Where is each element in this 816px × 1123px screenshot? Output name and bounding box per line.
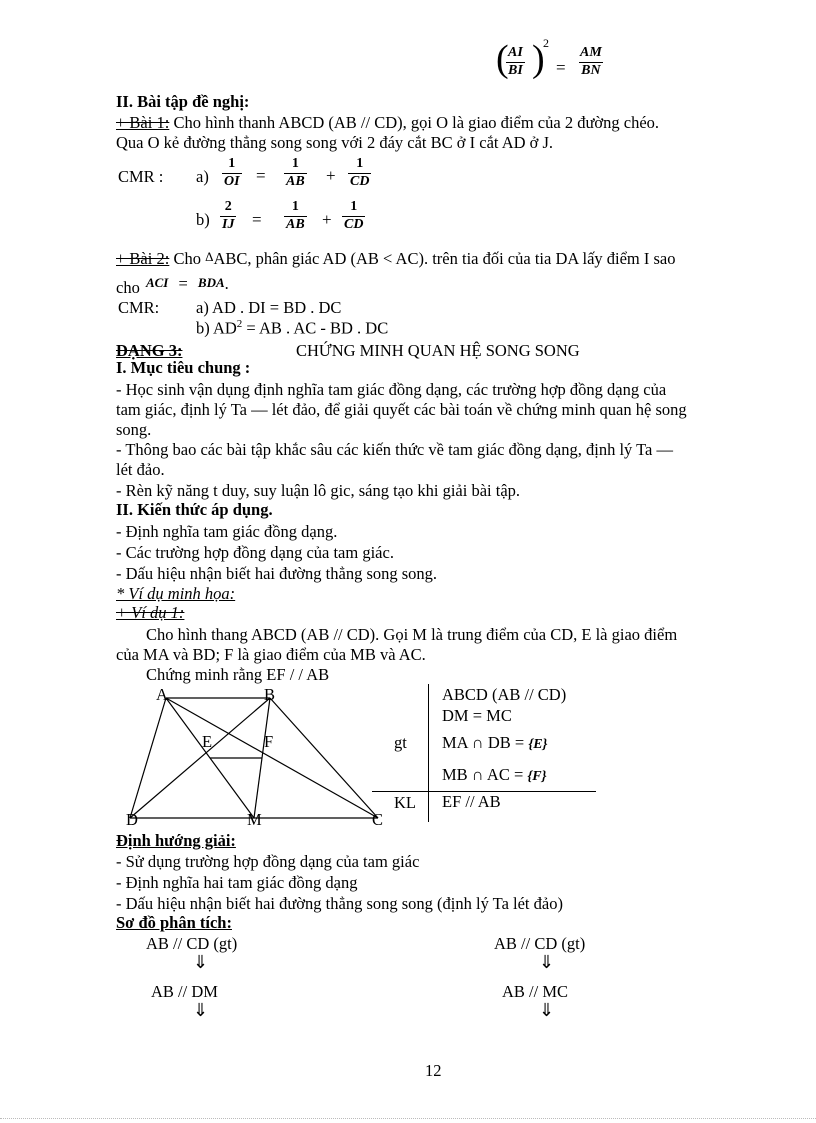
down-arrow-icon: ⇓ [539, 1000, 555, 1021]
fraction-1-cd-b [342, 200, 365, 232]
vd-text-1: Cho hình thang ABCD (AB // CD). Gọi M là trung điểm của CD, E là giao điểm [146, 625, 678, 644]
numerator: 2 [224, 199, 232, 214]
bai2-line2 [116, 274, 229, 298]
mt2-line1: - Thông bao các bài tập khắc sâu các kiến thức về tam giác đồng dạng, định lý Ta — [116, 440, 673, 459]
point-e-label: E [202, 732, 213, 751]
set-e: {E} [528, 737, 548, 752]
kl-label: KL [394, 793, 416, 812]
cmr2-label: CMR: [118, 298, 160, 317]
point-d-label: D [126, 810, 138, 829]
kien-thuc-title: II. Kiến thức áp dụng. [116, 500, 273, 519]
bai2-cho: cho [116, 278, 140, 297]
down-arrow-icon: ⇓ [193, 952, 209, 973]
muc-tieu-title: I. Mục tiêu chung : [116, 358, 251, 377]
diagonal-ac [166, 698, 378, 818]
vd-text-3: Chứng minh rằng EF / / AB [146, 665, 330, 684]
page-number: 12 [425, 1061, 442, 1080]
plus-sign: + [326, 166, 336, 185]
bai1-label: + Bài 1: [116, 113, 170, 132]
point-a-label: A [156, 685, 168, 704]
numerator: 1 [356, 156, 364, 171]
point-m-label: M [247, 810, 262, 829]
exponent: 2 [543, 36, 549, 50]
numerator: AM [580, 45, 602, 60]
mt1-line1: - Học sinh vận dụng định nghĩa tam giác đồng dạng, các trường hợp đồng dạng của [116, 380, 667, 399]
dang3-label: DẠNG 3: [116, 341, 183, 360]
vd-text-2: của MA và BD; F là giao điểm của MB và AC. [116, 645, 426, 664]
down-arrow-icon: ⇓ [539, 952, 555, 973]
section-2-title: II. Bài tập đề nghị: [116, 92, 250, 111]
set-f: {F} [527, 769, 547, 784]
kl-line: EF // AB [442, 792, 501, 811]
mt2-line2: lét đảo. [116, 460, 165, 479]
cmr2-a: a) AD . DI = BD . DC [196, 298, 342, 317]
cmr2-b [196, 318, 388, 338]
gt-line3-text: MA ∩ DB = [442, 733, 529, 752]
denominator: AB [286, 216, 305, 232]
gt-line2: DM = MC [442, 706, 512, 725]
plus-sign: + [322, 210, 332, 229]
sodo-right-2: AB // MC [502, 982, 569, 1001]
equals-sign: = [178, 274, 188, 293]
mt3-line: - Rèn kỹ năng t duy, suy luận lô gic, sáng tạo khi giải bài tập. [116, 481, 521, 500]
fraction-1-oi [222, 157, 242, 189]
numerator: 1 [291, 156, 299, 171]
sodo-right-1: AB // CD (gt) [494, 934, 586, 953]
bai2-line1 [116, 249, 676, 269]
bai1-line1 [116, 113, 768, 133]
equals-sign: = [252, 210, 262, 229]
mt1-line3: song. [116, 420, 152, 439]
kt-line2: - Các trường hợp đồng dạng của tam giác. [116, 543, 394, 562]
sodo-left-2: AB // DM [151, 982, 218, 1001]
numerator: AI [508, 45, 523, 60]
gt-line4 [442, 765, 547, 786]
kt-line3: - Dấu hiệu nhận biết hai đường thẳng song song. [116, 564, 438, 583]
gt-line1: ABCD (AB // CD) [442, 685, 567, 704]
cmr2-b-post: = AB . AC - BD . DC [242, 318, 389, 338]
down-arrow-icon: ⇓ [193, 1000, 209, 1021]
vi-du-title: * Ví dụ minh họa: [116, 584, 236, 603]
denominator: CD [350, 173, 370, 189]
paren-left: ( [496, 38, 509, 80]
fraction-1-ab-b [284, 200, 307, 232]
paren-right: ) [532, 38, 545, 80]
so-do-title: Sơ đồ phân tích: [116, 913, 232, 932]
numerator: 1 [291, 199, 299, 214]
denominator: BN [581, 62, 601, 78]
vi-du-1-label: + Ví dụ 1: [116, 603, 185, 622]
fraction-ai-bi [506, 46, 525, 78]
dh-line3: - Dấu hiệu nhận biết hai đường thẳng song song (định lý Ta lét đảo) [116, 894, 563, 913]
fraction-1-ab [284, 157, 307, 189]
bai2-text-2: ABC, phân giác AD (AB < AC). trên tia đối của tia DA lấy điểm I sao [213, 249, 676, 268]
part-b-label: b) [196, 210, 210, 229]
point-c-label: C [372, 810, 384, 829]
denominator: IJ [222, 216, 235, 232]
dinh-huong-title: Định hướng giải: [116, 831, 236, 850]
part-a-label: a) [196, 167, 209, 186]
angle-bda: BDA [197, 275, 225, 290]
gt-label: gt [394, 733, 407, 752]
cmr-label: CMR : [118, 167, 164, 186]
gt-line4-text: MB ∩ AC = [442, 765, 528, 784]
dang3-title: CHỨNG MINH QUAN HỆ SONG SONG [296, 341, 580, 360]
equals-sign: = [556, 58, 566, 77]
bai2-text-1: Cho [173, 249, 206, 268]
denominator: CD [344, 216, 364, 232]
period: . [224, 274, 229, 293]
gt-line3 [442, 733, 547, 754]
denominator: BI [508, 62, 523, 78]
bai1-text-1: Cho hình thanh ABCD (AB // CD), gọi O là giao điểm của 2 đường chéo. [173, 113, 660, 132]
mt1-line2: tam giác, định lý Ta — lét đảo, để giải quyết các bài toán về chứng minh quan hệ song [116, 400, 687, 419]
page-bottom-rule [0, 1118, 816, 1119]
dh-line2: - Định nghĩa hai tam giác đồng dạng [116, 873, 358, 892]
cmr2-b-pre: b) AD [196, 318, 237, 338]
equals-sign: = [256, 166, 266, 185]
point-f-label: F [264, 732, 274, 751]
kt-line1: - Định nghĩa tam giác đồng dạng. [116, 522, 338, 541]
bai1-line2: Qua O kẻ đường thẳng song song với 2 đáy cắt BC ở I cắt AD ở J. [116, 133, 554, 152]
numerator: 1 [350, 199, 358, 214]
side-bc [270, 698, 378, 818]
side-ad [130, 698, 166, 818]
denominator: OI [224, 173, 240, 189]
denominator: AB [286, 173, 305, 189]
fraction-am-bn [578, 46, 604, 78]
sodo-left-1: AB // CD (gt) [146, 934, 238, 953]
angle-aci: ACI [145, 275, 169, 290]
point-b-label: B [264, 685, 276, 704]
cmr2-b-sup: 2 [236, 318, 243, 330]
triangle-symbol: Δ [205, 249, 214, 264]
table-vertical-rule [428, 684, 429, 822]
fraction-1-cd [348, 157, 371, 189]
bai2-label: + Bài 2: [116, 249, 170, 268]
dh-line1: - Sử dụng trường hợp đồng dạng của tam giác [116, 852, 420, 871]
fraction-2-ij [220, 200, 236, 232]
numerator: 1 [228, 156, 236, 171]
